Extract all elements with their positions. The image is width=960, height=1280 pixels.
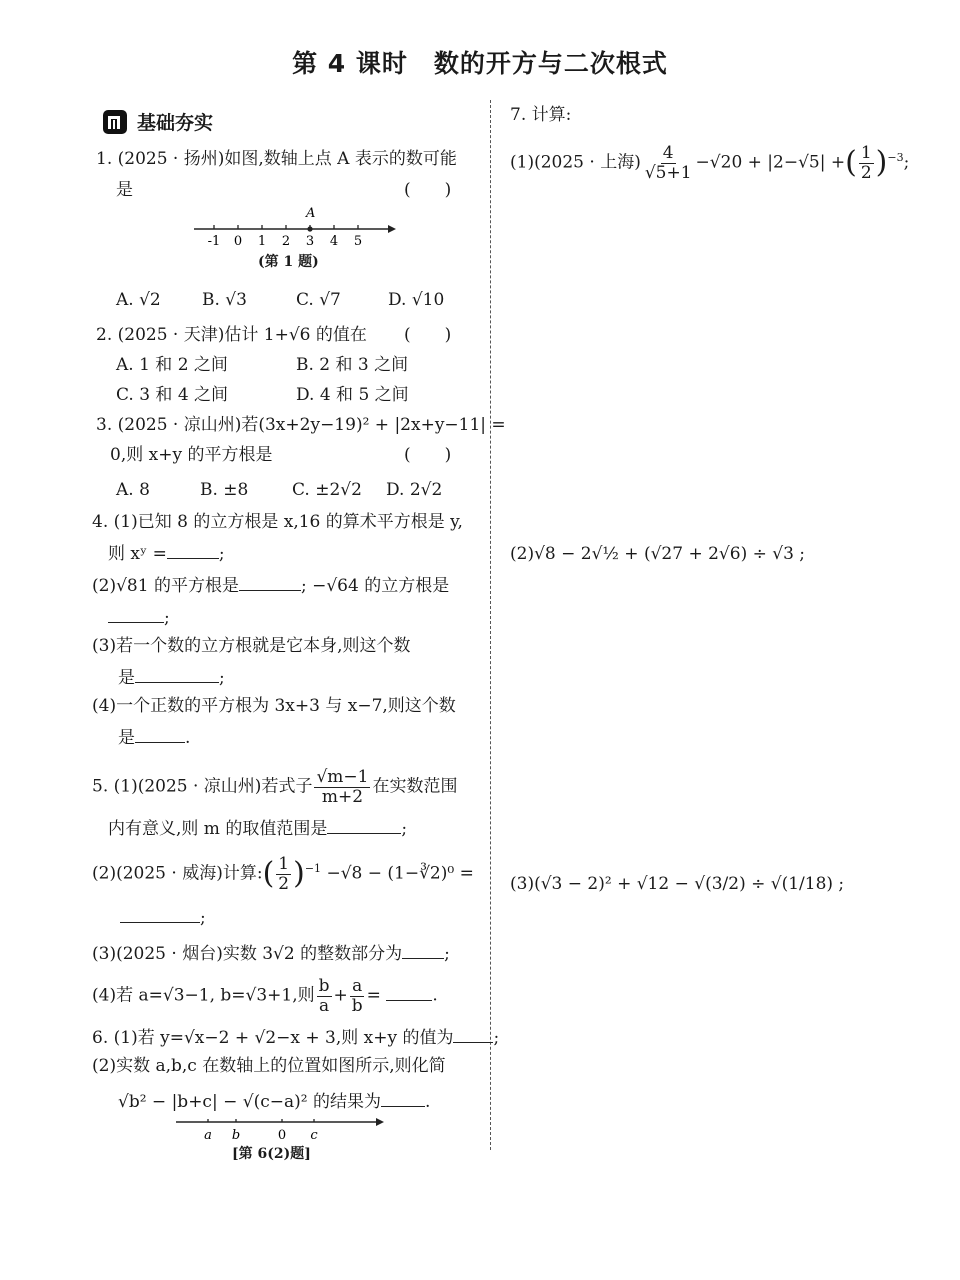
q3-answer-paren: ( ) bbox=[404, 445, 452, 465]
q1-option-c: C. √7 bbox=[296, 290, 341, 310]
axis-tick-label: 1 bbox=[257, 234, 267, 249]
q2-answer-paren: ( ) bbox=[404, 325, 452, 345]
answer-blank bbox=[386, 982, 432, 1001]
answer-blank bbox=[120, 904, 200, 923]
q2-option-d: D. 4 和 5 之间 bbox=[296, 385, 409, 405]
q4-part2-cont: ; bbox=[108, 604, 170, 630]
q5-part4: (4)若 a=√3−1, b=√3+1,则 $\frac{b}{a}$ + $\frac{a}{b}$ = . bbox=[92, 976, 438, 1016]
q5-part2-cont: ; bbox=[120, 904, 206, 930]
answer-blank bbox=[327, 815, 401, 834]
answer-blank bbox=[167, 540, 219, 559]
answer-blank bbox=[135, 724, 185, 743]
q1-answer-paren: ( ) bbox=[404, 180, 452, 200]
column-divider bbox=[490, 100, 491, 1150]
answer-blank bbox=[135, 664, 219, 683]
q5-part1: 5. (1)(2025 · 凉山州)若式子 $\frac{√m-1}{m+2}$ 在实数范围 bbox=[92, 767, 458, 807]
q6-caption: [第 6(2)题] bbox=[232, 1146, 311, 1162]
q5-part1-cont: 内有意义,则 m 的取值范围是 ; bbox=[108, 815, 407, 841]
section-header bbox=[103, 108, 213, 135]
axis-tick-label: 4 bbox=[329, 234, 339, 249]
q7-part2: (2)√8 − 2√½ + (√27 + 2√6) ÷ √3 ; bbox=[510, 544, 806, 564]
axis-point-label: 0 bbox=[277, 1128, 287, 1143]
q4-part3-cont: 是 ; bbox=[118, 664, 225, 690]
q1-option-b: B. √3 bbox=[202, 290, 247, 310]
q3-stem-cont: 0,则 x+y 的平方根是 bbox=[110, 445, 273, 465]
answer-blank bbox=[108, 604, 164, 623]
q4-part4: (4)一个正数的平方根为 3x+3 与 x−7,则这个数 bbox=[92, 696, 456, 716]
q2-option-a: A. 1 和 2 之间 bbox=[116, 355, 228, 375]
axis-point-label: a bbox=[204, 1128, 212, 1143]
q2-option-b: B. 2 和 3 之间 bbox=[296, 355, 409, 375]
q1-stem-cont: 是 bbox=[116, 180, 133, 200]
lesson-number: 第 4 课时 bbox=[292, 49, 408, 78]
q3-stem: 3. (2025 · 凉山州)若(3x+2y−19)² + |2x+y−11| = bbox=[96, 415, 506, 435]
answer-blank bbox=[402, 940, 444, 959]
q7-part3: (3)(√3 − 2)² + √12 − √(3/2) ÷ √(1/18) ; bbox=[510, 874, 845, 894]
point-a bbox=[307, 226, 312, 231]
q3-option-a: A. 8 bbox=[116, 480, 150, 500]
section-label: 基础夯实 bbox=[137, 112, 214, 134]
point-a-label: A bbox=[306, 206, 316, 221]
q2-stem: 2. (2025 · 天津)估计 1+√6 的值在 bbox=[96, 325, 367, 345]
axis-tick-label: 3 bbox=[305, 234, 315, 249]
q2-option-c: C. 3 和 4 之间 bbox=[116, 385, 229, 405]
axis-tick-label: 0 bbox=[233, 234, 243, 249]
answer-blank bbox=[239, 572, 301, 591]
q7-part1: (1)(2025 · 上海) $\frac{4}{√5+1}$ −√20 + |2−√5| +( $\frac{1}{2}$ )$^{-3}$; bbox=[510, 143, 910, 183]
q7-heading: 7. 计算: bbox=[510, 105, 572, 125]
q5-part3: (3)(2025 · 烟台)实数 3√2 的整数部分为 ; bbox=[92, 940, 450, 966]
q4-part1: 4. (1)已知 8 的立方根是 x,16 的算术平方根是 y, bbox=[92, 512, 463, 532]
q4-part1-cont: 则 xʸ = ; bbox=[108, 540, 225, 566]
q1-caption: (第 1 题) bbox=[258, 254, 319, 270]
q6-part1: 6. (1)若 y=√x−2 + √2−x + 3,则 x+y 的值为 ; bbox=[92, 1024, 499, 1050]
axis-tick-label: 2 bbox=[281, 234, 291, 249]
q4-part2: (2)√81 的平方根是 ; −√64 的立方根是 bbox=[92, 572, 449, 598]
axis-point-label: c bbox=[310, 1128, 318, 1143]
q6-part2: (2)实数 a,b,c 在数轴上的位置如图所示,则化简 bbox=[92, 1056, 446, 1076]
lesson-topic: 数的开方与二次根式 bbox=[433, 49, 668, 78]
q6-part2-cont: √b² − |b+c| − √(c−a)² 的结果为 . bbox=[118, 1088, 430, 1114]
q3-option-b: B. ±8 bbox=[200, 480, 249, 500]
answer-blank bbox=[381, 1088, 425, 1107]
q5-part2: (2)(2025 · 威海)计算:( $\frac{1}{2}$ )$^{-1}$ −√8 − (1−∛2)⁰ = bbox=[92, 854, 474, 894]
axis-tick-label: 5 bbox=[353, 234, 363, 249]
section-icon bbox=[103, 110, 127, 134]
q3-option-d: D. 2√2 bbox=[386, 480, 443, 500]
q1-stem: 1. (2025 · 扬州)如图,数轴上点 A 表示的数可能 bbox=[96, 149, 457, 169]
q6-number-line bbox=[172, 1112, 388, 1144]
axis-point-label: b bbox=[231, 1128, 241, 1143]
q1-option-d: D. √10 bbox=[388, 290, 445, 310]
q4-part3: (3)若一个数的立方根就是它本身,则这个数 bbox=[92, 636, 411, 656]
q3-option-c: C. ±2√2 bbox=[292, 480, 362, 500]
q4-part4-cont: 是 . bbox=[118, 724, 190, 750]
axis-tick-label: -1 bbox=[207, 234, 221, 249]
q1-option-a: A. √2 bbox=[116, 290, 161, 310]
answer-blank bbox=[453, 1024, 493, 1043]
page-title bbox=[0, 44, 960, 80]
q1-number-line bbox=[190, 203, 400, 251]
q5-fraction: $\frac{√m-1}{m+2}$ bbox=[316, 767, 369, 807]
